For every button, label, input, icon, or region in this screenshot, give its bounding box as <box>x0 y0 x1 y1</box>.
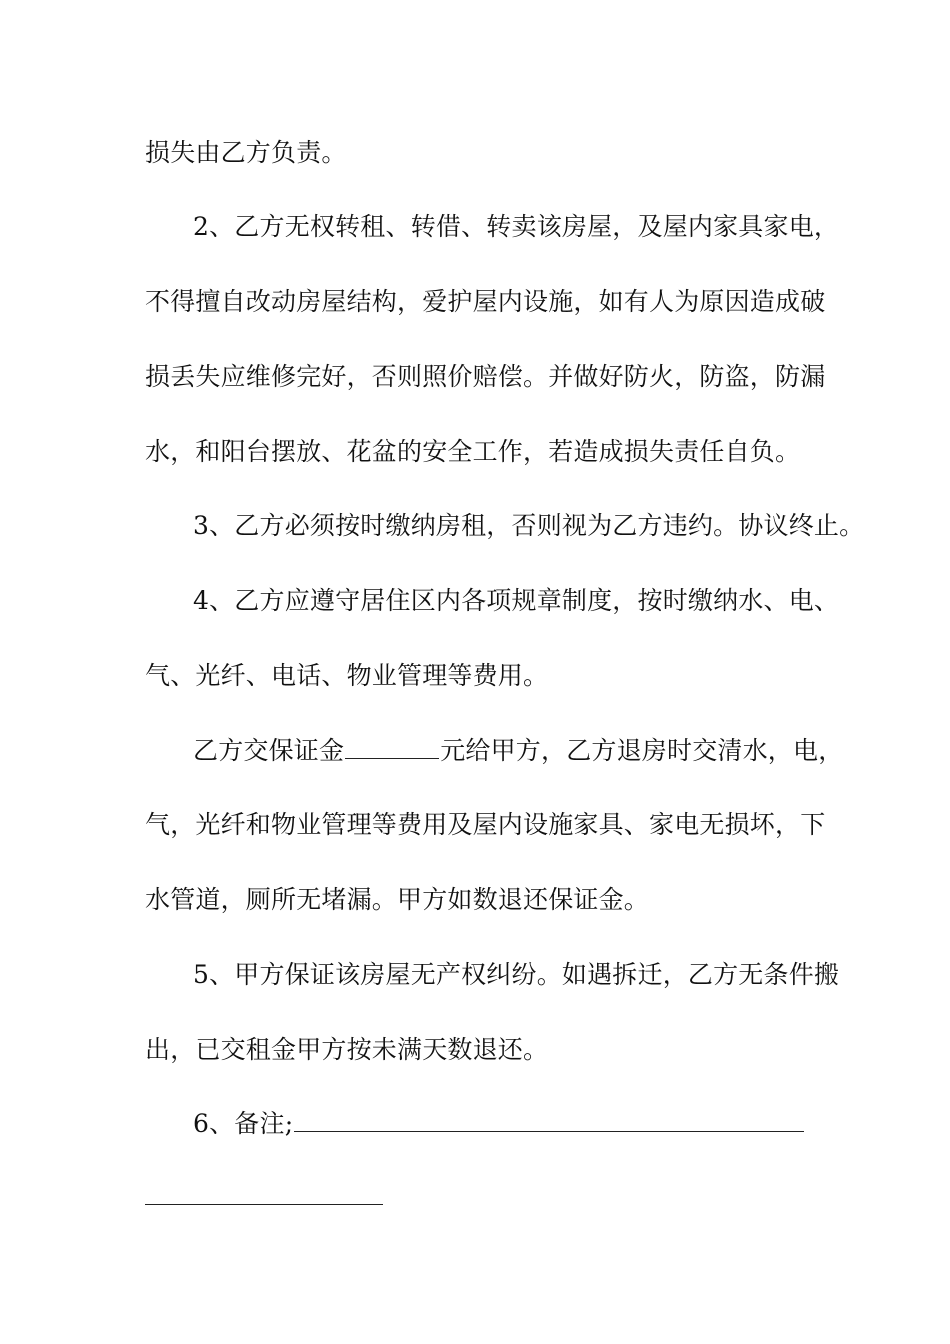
paragraph-line: 损失由乙方负责。 <box>145 138 347 167</box>
deposit-text-before: 乙方交保证金 <box>193 736 345 765</box>
deposit-text-after: 元给甲方，乙方退房时交清水，电， <box>440 736 844 765</box>
paragraph-line: 气、光纤、电话、物业管理等费用。 <box>145 661 549 690</box>
paragraph-line: 损丢失应维修完好，否则照价赔偿。并做好防火，防盗，防漏 <box>145 362 826 391</box>
deposit-line <box>193 734 873 768</box>
clause-5-line: 5、甲方保证该房屋无产权纠纷。如遇拆迁，乙方无条件搬 <box>193 960 840 989</box>
remarks-continuation-blank <box>145 1204 383 1205</box>
paragraph-line: 水，和阳台摆放、花盆的安全工作，若造成损失责任自负。 <box>145 437 801 466</box>
paragraph-line: 出，已交租金甲方按未满天数退还。 <box>145 1035 549 1064</box>
paragraph-line: 气，光纤和物业管理等费用及屋内设施家具、家电无损坏，下 <box>145 810 826 839</box>
remarks-blank <box>294 1107 804 1132</box>
deposit-amount-blank <box>345 734 439 759</box>
clause-3-line: 3、乙方必须按时缴纳房租，否则视为乙方违约。协议终止。 <box>193 511 865 540</box>
clause-4-line: 4、乙方应遵守居住区内各项规章制度，按时缴纳水、电、 <box>193 586 840 615</box>
clause-2-line: 2、乙方无权转租、转借、转卖该房屋，及屋内家具家电， <box>193 212 840 241</box>
clause-6-line <box>193 1107 873 1141</box>
remarks-label: 6、备注; <box>193 1109 294 1138</box>
paragraph-line: 水管道，厕所无堵漏。甲方如数退还保证金。 <box>145 885 650 914</box>
paragraph-line: 不得擅自改动房屋结构，爱护屋内设施，如有人为原因造成破 <box>145 287 826 316</box>
